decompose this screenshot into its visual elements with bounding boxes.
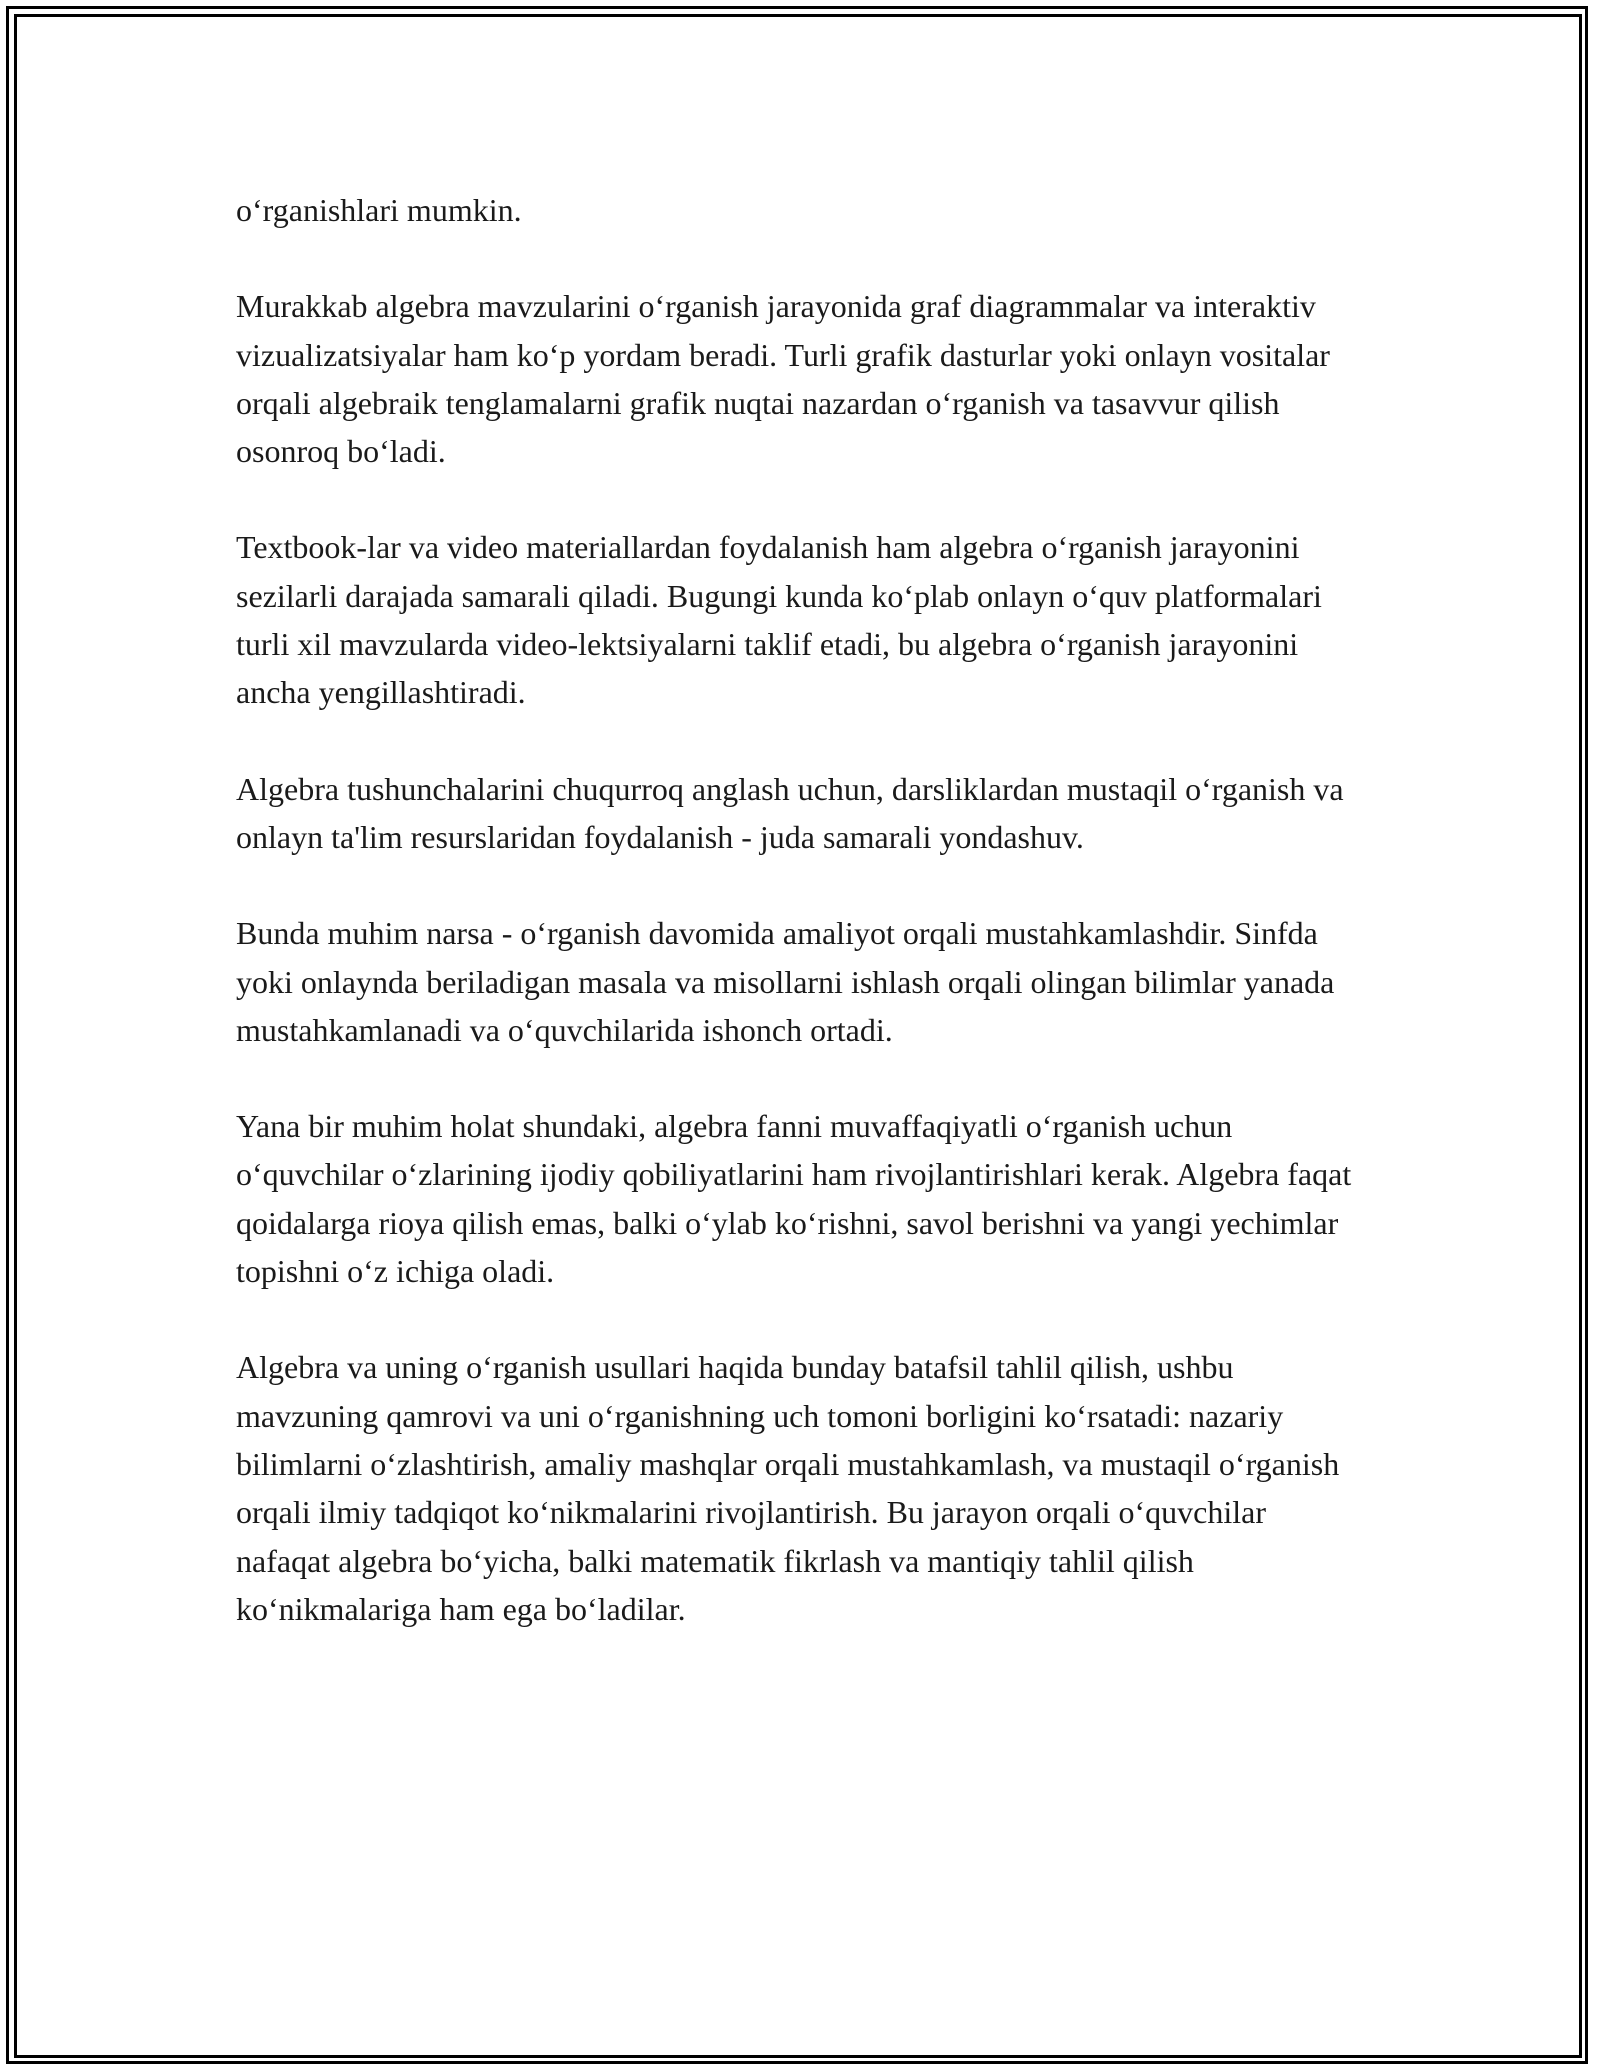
paragraph-4: Algebra tushunchalarini chuqurroq anglash uchun, darsliklardan mustaqil o‘rganish va onlayn ta'lim resurslaridan foydalanish - juda samarali yondashuv. (236, 770, 1344, 855)
paragraph-5: Bunda muhim narsa - o‘rganish davomida amaliyot orqali mustahkamlashdir. Sinfda yoki onlaynda beriladigan masala va misollarni ishlash orqali olingan bilimlar yanada mustahkamlanadi va o‘quvchilarida ishonch ortadi. (236, 915, 1335, 1048)
paragraph-7: Algebra va uning o‘rganish usullari haqida bunday batafsil tahlil qilish, ushbu mavzuning qamrovi va uni o‘rganishning uch tomoni borligini ko‘rsatadi: nazariy bilimlarni o‘zlashtirish, amaliy mashqlar orqali mustahkamlash, va mustaqil o‘rganish orqali ilmiy tadqiqot ko‘nikmalarini rivojlantirish. Bu jarayon orqali o‘quvchilar nafaqat algebra bo‘yicha, balki matematik fikrlash va mantiqiy tahlil qilish ko‘nikmalariga ham ega bo‘ladilar. (236, 1349, 1340, 1627)
document-body (236, 186, 1366, 1681)
paragraph-3: Textbook-lar va video materiallardan foydalanish ham algebra o‘rganish jarayonini sezilarli darajada samarali qiladi. Bugungi kunda ko‘plab onlayn o‘quv platformalari turli xil mavzularda video-lektsiyalarni taklif etadi, bu algebra o‘rganish jarayonini ancha yengillashtiradi. (236, 529, 1322, 711)
paragraph-2: Murakkab algebra mavzularini o‘rganish jarayonida graf diagrammalar va interaktiv vizualizatsiyalar ham ko‘p yordam beradi. Turli grafik dasturlar yoki onlayn vositalar orqali algebraik tenglamalarni grafik nuqtai nazardan o‘rganish va tasavvur qilish osonroq bo‘ladi. (236, 288, 1330, 470)
paragraph-6: Yana bir muhim holat shundaki, algebra fanni muvaffaqiyatli o‘rganish uchun o‘quvchilar o‘zlarining ijodiy qobiliyatlarini ham rivojlantirishlari kerak. Algebra faqat qoidalarga rioya qilish emas, balki o‘ylab ko‘rishni, savol berishni va yangi yechimlar topishni o‘z ichiga oladi. (236, 1108, 1352, 1290)
paragraph-1: o‘rganishlari mumkin. (236, 192, 522, 228)
